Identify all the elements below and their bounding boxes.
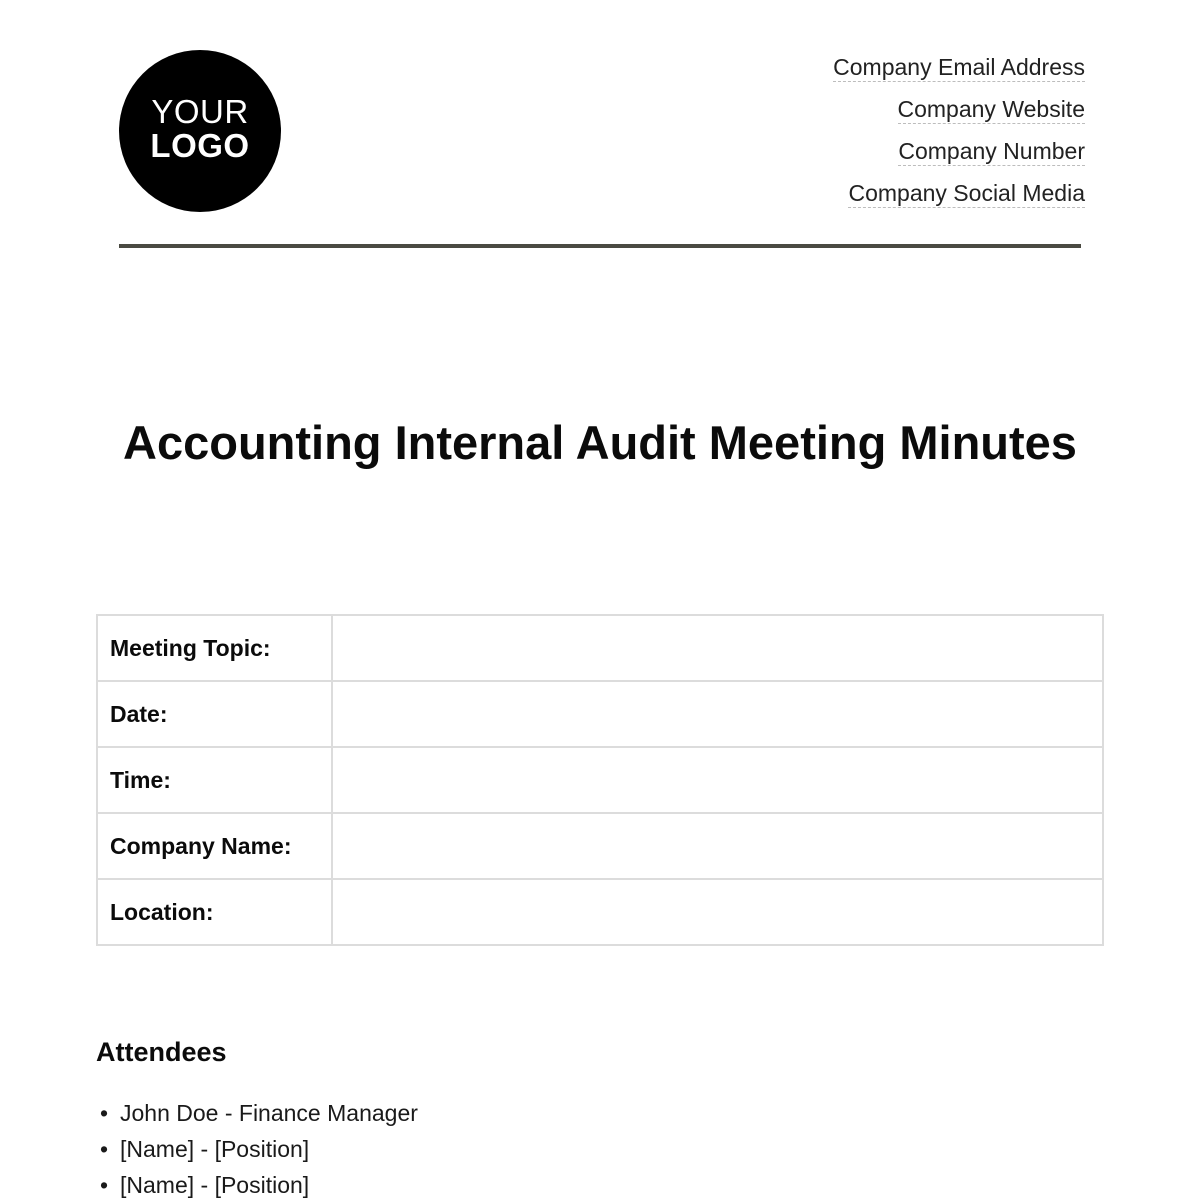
attendee-text: John Doe - Finance Manager: [120, 1100, 418, 1126]
company-website-link[interactable]: Company Website: [897, 96, 1085, 122]
document-title: Accounting Internal Audit Meeting Minutes: [123, 416, 1077, 469]
bullet-icon: •: [100, 1172, 109, 1198]
list-item: [100, 1095, 418, 1131]
company-number-link[interactable]: Company Number: [898, 138, 1085, 164]
table-row: [97, 747, 1103, 813]
company-email-link[interactable]: Company Email Address: [833, 54, 1085, 80]
location-field[interactable]: [332, 879, 1103, 945]
meeting-topic-label: Meeting Topic:: [97, 615, 332, 681]
meeting-info-table: [96, 614, 1104, 946]
table-row: [97, 615, 1103, 681]
table-row: [97, 813, 1103, 879]
attendee-text: [Name] - [Position]: [120, 1136, 310, 1162]
attendee-text: [Name] - [Position]: [120, 1172, 310, 1198]
company-contact-block: [833, 54, 1085, 222]
list-item: [100, 1131, 418, 1167]
table-row: [97, 879, 1103, 945]
header-divider: [119, 244, 1081, 248]
list-item: [100, 1167, 418, 1203]
company-name-field[interactable]: [332, 813, 1103, 879]
time-label: Time:: [97, 747, 332, 813]
company-logo: [119, 50, 281, 212]
attendee-list: [100, 1095, 418, 1203]
logo-text-your: YOUR: [151, 93, 249, 130]
attendees-heading: Attendees: [96, 1037, 227, 1067]
logo-text-logo: LOGO: [150, 127, 250, 164]
date-label: Date:: [97, 681, 332, 747]
location-label: Location:: [97, 879, 332, 945]
meeting-topic-field[interactable]: [332, 615, 1103, 681]
company-social-media-link[interactable]: Company Social Media: [848, 180, 1085, 206]
bullet-icon: •: [100, 1100, 109, 1126]
time-field[interactable]: [332, 747, 1103, 813]
table-row: [97, 681, 1103, 747]
company-name-label: Company Name:: [97, 813, 332, 879]
date-field[interactable]: [332, 681, 1103, 747]
bullet-icon: •: [100, 1136, 109, 1162]
